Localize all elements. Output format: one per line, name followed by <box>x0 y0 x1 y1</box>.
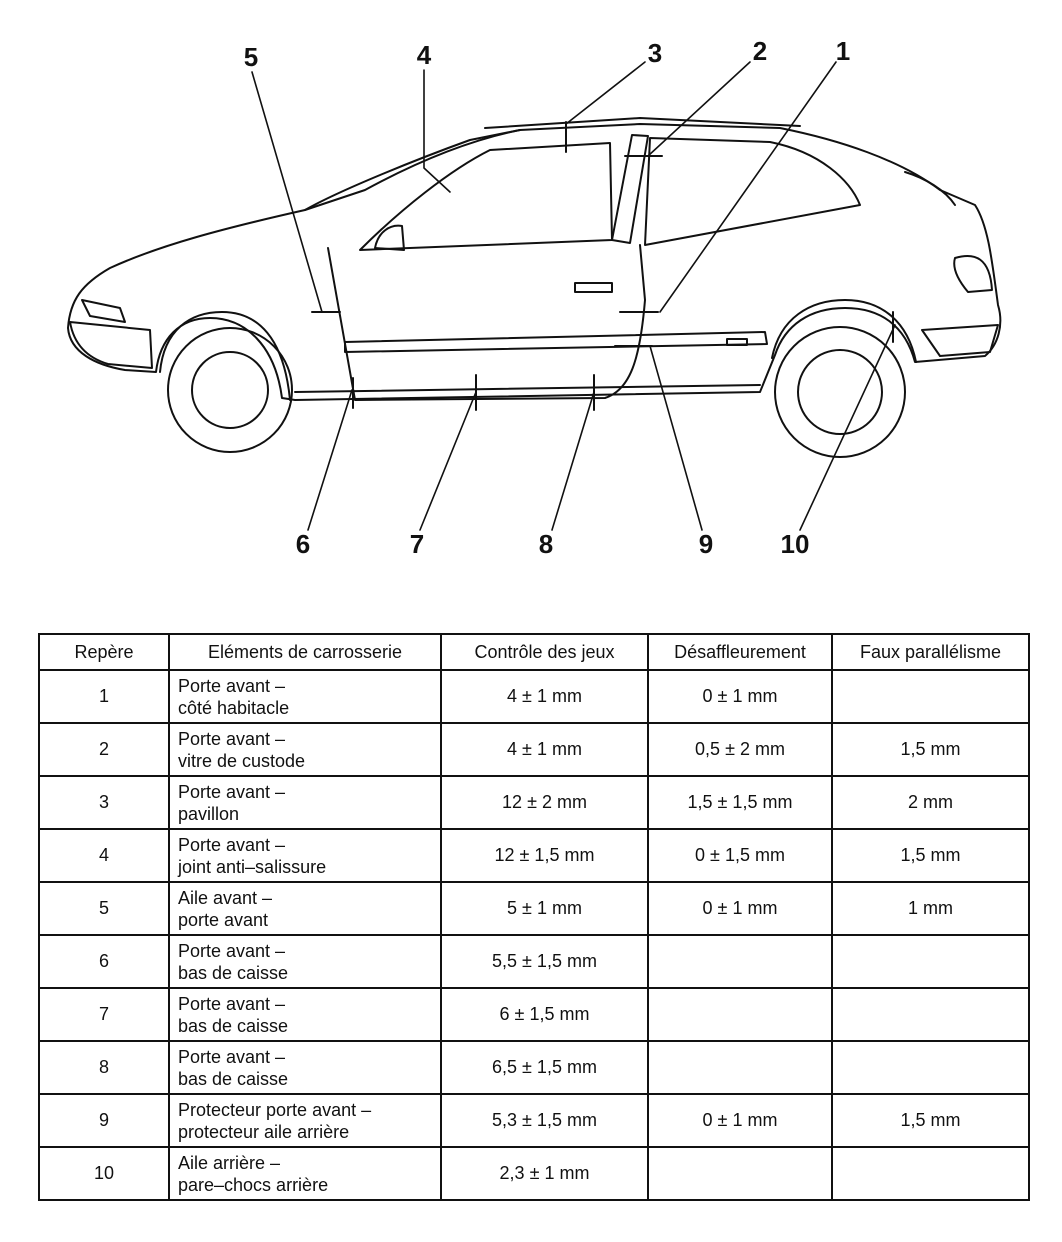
cell-desaffleurement <box>648 1147 832 1200</box>
cell-controle-jeux: 5,5 ± 1,5 mm <box>441 935 648 988</box>
table-row <box>39 1041 1029 1094</box>
car-diagram <box>0 0 1062 600</box>
element-line-2: porte avant <box>178 909 269 930</box>
b-pillar <box>612 135 648 243</box>
table-row <box>39 988 1029 1041</box>
cell-faux-parallelisme <box>832 935 1029 988</box>
cell-element <box>169 935 441 988</box>
cell-faux-parallelisme: 1,5 mm <box>832 829 1029 882</box>
element-line-2: côté habitacle <box>178 697 290 718</box>
cell-faux-parallelisme: 1,5 mm <box>832 723 1029 776</box>
headlight <box>82 300 125 322</box>
cell-faux-parallelisme: 2 mm <box>832 776 1029 829</box>
cell-repere: 5 <box>39 882 169 935</box>
cell-desaffleurement: 0 ± 1 mm <box>648 882 832 935</box>
cell-controle-jeux: 5 ± 1 mm <box>441 882 648 935</box>
cell-repere: 8 <box>39 1041 169 1094</box>
element-line-2: bas de caisse <box>178 962 289 983</box>
cell-desaffleurement <box>648 935 832 988</box>
table-row <box>39 935 1029 988</box>
cell-desaffleurement: 1,5 ± 1,5 mm <box>648 776 832 829</box>
header-repere: Repère <box>39 634 169 670</box>
leader-3 <box>566 62 645 124</box>
cell-controle-jeux: 4 ± 1 mm <box>441 670 648 723</box>
gap-specification-table <box>38 633 1030 1201</box>
cell-desaffleurement: 0,5 ± 2 mm <box>648 723 832 776</box>
front-wheel-rim <box>192 352 268 428</box>
element-line-2: vitre de custode <box>178 750 306 771</box>
table-row <box>39 776 1029 829</box>
cell-repere: 6 <box>39 935 169 988</box>
element-line-1: Porte avant – <box>178 781 286 802</box>
callout-8: 8 <box>538 529 554 559</box>
callout-3: 3 <box>647 38 663 68</box>
cell-repere: 9 <box>39 1094 169 1147</box>
cell-element <box>169 776 441 829</box>
element-line-2: pavillon <box>178 803 240 824</box>
header-controle-jeux: Contrôle des jeux <box>441 634 648 670</box>
element-line-1: Porte avant – <box>178 675 286 696</box>
cell-repere: 3 <box>39 776 169 829</box>
callout-10: 10 <box>780 529 810 559</box>
rear-quarter-window <box>645 138 860 245</box>
element-line-1: Porte avant – <box>178 940 286 961</box>
leader-1 <box>660 62 836 312</box>
cell-repere: 10 <box>39 1147 169 1200</box>
cell-faux-parallelisme: 1,5 mm <box>832 1094 1029 1147</box>
callout-7: 7 <box>409 529 425 559</box>
cell-repere: 1 <box>39 670 169 723</box>
cell-faux-parallelisme: 1 mm <box>832 882 1029 935</box>
element-line-1: Porte avant – <box>178 728 286 749</box>
car-side-view <box>0 0 1062 600</box>
mirror <box>375 226 404 250</box>
leader-5 <box>252 72 322 312</box>
table-row <box>39 882 1029 935</box>
leader-2 <box>648 62 750 156</box>
callout-2: 2 <box>752 36 768 66</box>
leader-9 <box>650 346 702 530</box>
cell-repere: 7 <box>39 988 169 1041</box>
rear-wheel-rim <box>798 350 882 434</box>
rear-light <box>954 256 992 292</box>
cell-faux-parallelisme <box>832 1147 1029 1200</box>
cell-repere: 2 <box>39 723 169 776</box>
cell-faux-parallelisme <box>832 1041 1029 1094</box>
element-line-2: bas de caisse <box>178 1015 289 1036</box>
leader-6 <box>308 390 352 530</box>
header-elements: Eléments de carrosserie <box>169 634 441 670</box>
header-faux-parallelisme: Faux parallélisme <box>832 634 1029 670</box>
table-row <box>39 1147 1029 1200</box>
element-line-1: Aile arrière – <box>178 1152 281 1173</box>
cell-repere: 4 <box>39 829 169 882</box>
door-handle <box>575 283 612 292</box>
table-row <box>39 723 1029 776</box>
element-line-2: pare–chocs arrière <box>178 1174 329 1195</box>
leader-4 <box>424 70 450 192</box>
element-line-2: protecteur aile arrière <box>178 1121 350 1142</box>
cell-controle-jeux: 12 ± 1,5 mm <box>441 829 648 882</box>
front-wheel <box>168 328 292 452</box>
callout-1: 1 <box>835 36 851 66</box>
cell-desaffleurement <box>648 1041 832 1094</box>
rear-reflector <box>727 339 747 345</box>
cell-controle-jeux: 5,3 ± 1,5 mm <box>441 1094 648 1147</box>
cell-controle-jeux: 12 ± 2 mm <box>441 776 648 829</box>
spoiler <box>905 172 955 205</box>
callout-9: 9 <box>698 529 714 559</box>
cell-element <box>169 723 441 776</box>
callout-4: 4 <box>416 40 432 70</box>
cell-desaffleurement: 0 ± 1 mm <box>648 1094 832 1147</box>
table-header-row <box>39 634 1029 670</box>
cell-faux-parallelisme <box>832 988 1029 1041</box>
element-line-1: Aile avant – <box>178 887 273 908</box>
callout-5: 5 <box>243 42 259 72</box>
element-line-2: bas de caisse <box>178 1068 289 1089</box>
cell-element <box>169 1041 441 1094</box>
rear-bumper <box>922 325 998 356</box>
table-row <box>39 829 1029 882</box>
cell-element <box>169 1094 441 1147</box>
leader-10 <box>800 325 895 530</box>
front-bumper <box>70 322 152 368</box>
sill <box>295 385 760 392</box>
leader-7 <box>420 392 476 530</box>
table-row <box>39 1094 1029 1147</box>
rear-wheel-arch <box>772 300 916 362</box>
header-desaffleurement: Désaffleurement <box>648 634 832 670</box>
leader-8 <box>552 392 594 530</box>
cell-desaffleurement: 0 ± 1,5 mm <box>648 829 832 882</box>
element-line-1: Porte avant – <box>178 1046 286 1067</box>
cell-element <box>169 882 441 935</box>
element-line-1: Porte avant – <box>178 834 286 855</box>
cell-element <box>169 670 441 723</box>
front-window <box>360 143 612 250</box>
cell-desaffleurement: 0 ± 1 mm <box>648 670 832 723</box>
cell-element <box>169 829 441 882</box>
cell-element <box>169 988 441 1041</box>
windshield <box>305 130 520 210</box>
cell-controle-jeux: 4 ± 1 mm <box>441 723 648 776</box>
front-door <box>328 245 645 400</box>
cell-faux-parallelisme <box>832 670 1029 723</box>
cell-element <box>169 1147 441 1200</box>
table-row <box>39 670 1029 723</box>
cell-desaffleurement <box>648 988 832 1041</box>
side-moulding <box>345 332 767 352</box>
callout-6: 6 <box>295 529 311 559</box>
element-line-2: joint anti–salissure <box>178 856 327 877</box>
front-wheel-arch <box>160 312 290 400</box>
cell-controle-jeux: 2,3 ± 1 mm <box>441 1147 648 1200</box>
cell-controle-jeux: 6,5 ± 1,5 mm <box>441 1041 648 1094</box>
element-line-1: Porte avant – <box>178 993 286 1014</box>
cell-controle-jeux: 6 ± 1,5 mm <box>441 988 648 1041</box>
element-line-1: Protecteur porte avant – <box>178 1099 372 1120</box>
